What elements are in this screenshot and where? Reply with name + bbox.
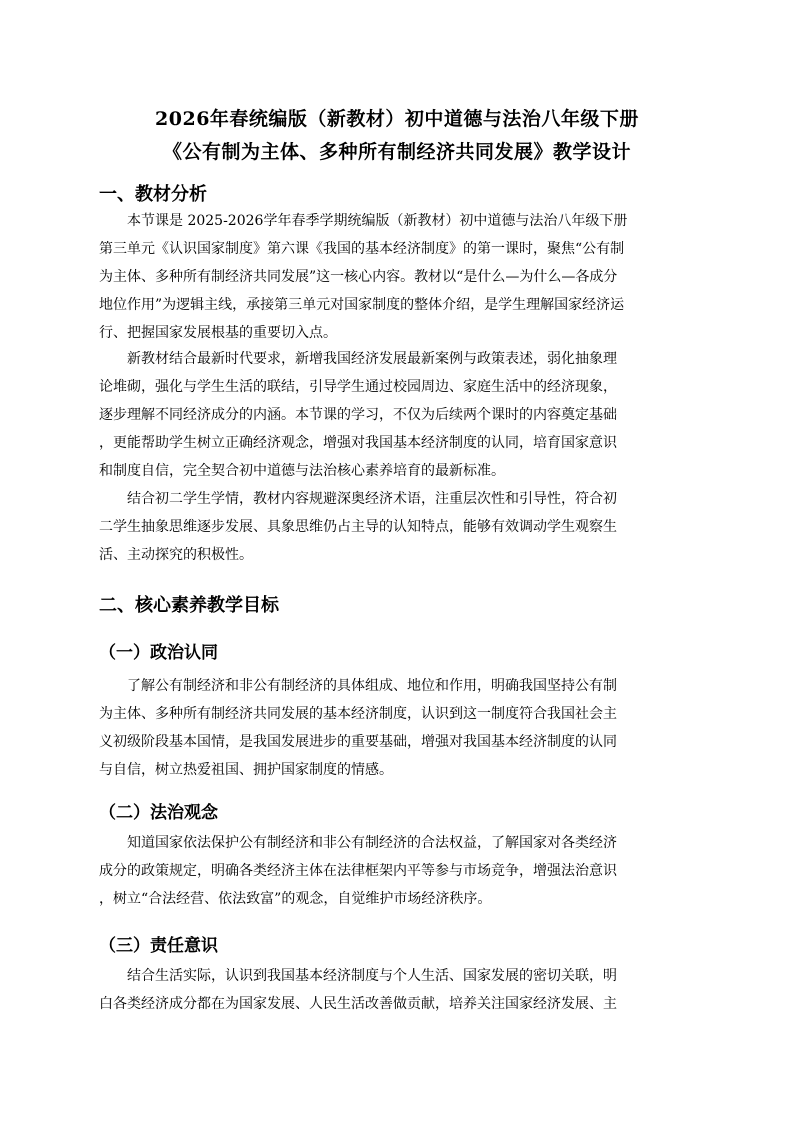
paragraph-line: 行、把握国家发展根基的重要切入点。 <box>99 325 337 341</box>
subheading-rule-of-law: （二）法治观念 <box>99 803 218 823</box>
paragraph-line: 知道国家依法保护公有制经济和非公有制经济的合法权益，了解国家对各类经济 <box>127 835 617 851</box>
paragraph-line: 白各类经济成分都在为国家发展、人民生活改善做贡献，培养关注国家经济发展、主 <box>99 996 617 1012</box>
paragraph-line: 第三单元《认识国家制度》第六课《我国的基本经济制度》的第一课时，聚焦“公有制 <box>99 241 625 257</box>
document-title-line-2: 《公有制为主体、多种所有制经济共同发展》教学设计 <box>162 141 631 163</box>
paragraph-line: 结合生活实际，认识到我国基本经济制度与个人生活、国家发展的密切关联，明 <box>127 968 617 984</box>
paragraph-line: 结合初二学生学情，教材内容规避深奥经济术语，注重层次性和引导性，符合初 <box>127 491 617 507</box>
paragraph-1 <box>99 207 713 347</box>
paragraph-line: 本节课是 2025-2026学年春季学期统编版（新教材）初中道德与法治八年级下册 <box>127 213 628 229</box>
paragraph-2 <box>99 345 713 485</box>
paragraph-line: 活、主动探究的积极性。 <box>99 547 253 563</box>
paragraph-3 <box>99 485 713 569</box>
paragraph-responsibility <box>99 962 713 1018</box>
paragraph-line: ，更能帮助学生树立正确经济观念，增强对我国基本经济制度的认同，培育国家意识 <box>99 435 617 451</box>
paragraph-line: 地位作用”为逻辑主线，承接第三单元对国家制度的整体介绍，是学生理解国家经济运 <box>99 297 625 313</box>
paragraph-line: 了解公有制经济和非公有制经济的具体组成、地位和作用，明确我国坚持公有制 <box>127 678 617 694</box>
subheading-responsibility: （三）责任意识 <box>99 936 218 956</box>
paragraph-line: 为主体、多种所有制经济共同发展的基本经济制度，认识到这一制度符合我国社会主 <box>99 706 617 722</box>
paragraph-line: 为主体、多种所有制经济共同发展”这一核心内容。教材以“是什么—为什么—各成分 <box>99 269 618 285</box>
paragraph-line: 逐步理解不同经济成分的内涵。本节课的学习，不仅为后续两个课时的内容奠定基础 <box>99 407 617 423</box>
section-heading-core-literacy-goals: 二、核心素养教学目标 <box>99 595 279 616</box>
subheading-political-identity: （一）政治认同 <box>99 643 218 663</box>
paragraph-line: 新教材结合最新时代要求，新增我国经济发展最新案例与政策表述，弱化抽象理 <box>127 351 617 367</box>
paragraph-line: ，树立“合法经营、依法致富”的观念，自觉维护市场经济秩序。 <box>99 891 492 907</box>
paragraph-line: 成分的政策规定，明确各类经济主体在法律框架内平等参与市场竞争，增强法治意识 <box>99 863 617 879</box>
paragraph-rule-of-law <box>99 829 713 913</box>
paragraph-line: 和制度自信，完全契合初中道德与法治核心素养培育的最新标准。 <box>99 463 505 479</box>
paragraph-political-identity <box>99 672 713 784</box>
document-title-line-1: 2026年春统编版（新教材）初中道德与法治八年级下册 <box>155 108 639 130</box>
section-heading-textbook-analysis: 一、教材分析 <box>99 184 207 205</box>
paragraph-line: 与自信，树立热爱祖国、拥护国家制度的情感。 <box>99 762 393 778</box>
paragraph-line: 义初级阶段基本国情，是我国发展进步的重要基础，增强对我国基本经济制度的认同 <box>99 734 617 750</box>
paragraph-line: 论堆砌，强化与学生生活的联结，引导学生通过校园周边、家庭生活中的经济现象， <box>99 379 617 395</box>
paragraph-line: 二学生抽象思维逐步发展、具象思维仍占主导的认知特点，能够有效调动学生观察生 <box>99 519 617 535</box>
